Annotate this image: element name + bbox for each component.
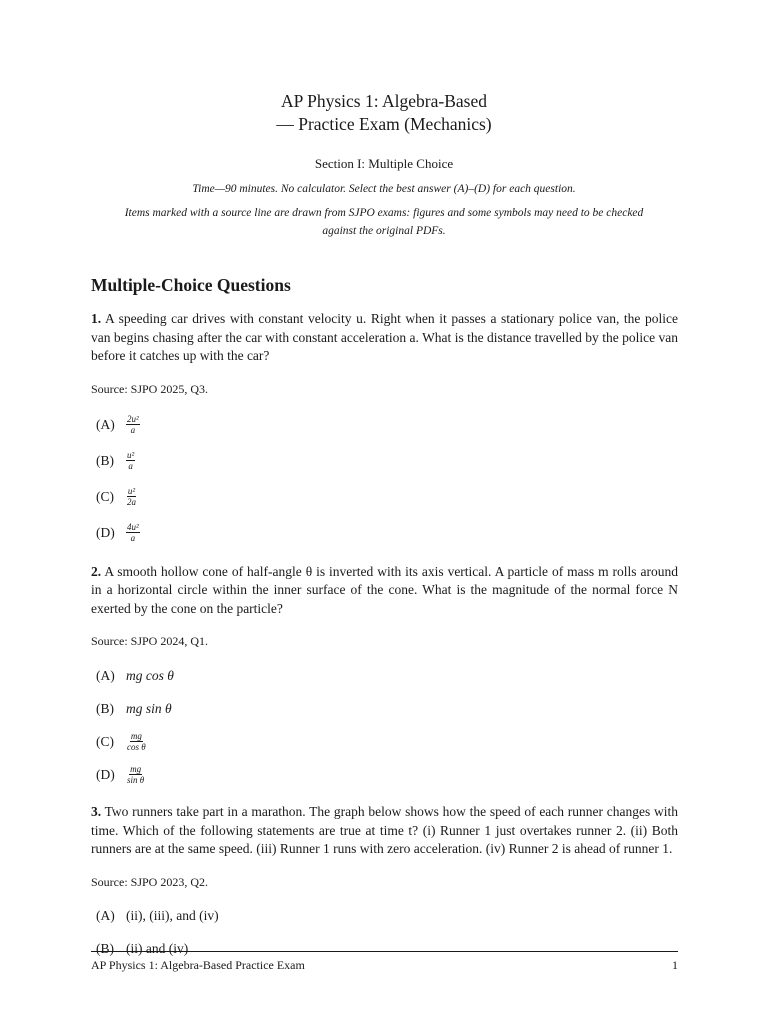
option-label: (B) [96,700,114,716]
option-label: (D) [96,524,115,540]
exam-title-line-1: AP Physics 1: Algebra-Based [281,91,487,111]
fraction-denominator: a [128,461,133,471]
fraction-denominator: a [130,533,136,543]
question-2-stem [91,563,678,619]
option-value: (ii) and (iv) [126,941,189,956]
option-label: (C) [96,488,114,504]
footer-title: AP Physics 1: Algebra-Based Practice Exam [91,958,305,972]
q1-option-a[interactable] [91,407,678,443]
fraction-numerator: 4u² [127,522,139,532]
questions-body [91,310,678,978]
question-3-source: Source: SJPO 2023, Q2. [91,874,209,889]
fraction-numerator: mg [130,764,142,774]
option-fraction [126,731,147,752]
question-1-stem [91,310,678,366]
q2-option-c[interactable] [91,725,678,758]
option-label: (D) [96,766,115,782]
exam-title-line-2: — Practice Exam (Mechanics) [276,114,492,134]
fraction-numerator: 2u² [127,414,139,424]
fraction-denominator: cos θ [127,742,146,752]
question-3-options [91,900,678,966]
option-value: mg cos θ [126,667,174,683]
option-label: (B) [96,941,114,956]
q2-option-d[interactable] [91,758,678,791]
option-fraction [126,450,135,471]
q1-option-b[interactable] [91,443,678,479]
option-value: (ii), (iii), and (iv) [126,908,219,923]
question-2-options [91,659,678,791]
question-2-source: Source: SJPO 2024, Q1. [91,634,209,648]
question-3 [91,803,678,966]
option-label: (C) [96,733,114,749]
question-2-number: 2. [91,563,102,579]
q2-option-a[interactable] [91,659,678,692]
option-fraction [126,414,140,435]
question-2 [91,563,678,792]
question-3-stem [91,803,678,859]
page-number: 1 [672,958,678,972]
option-value: mg sin θ [126,700,172,716]
fraction-denominator: sin θ [127,775,145,785]
question-1-text: A speeding car drives with constant velocity u. Right when it passes a stationary police van, the police van begins chasing after the car with constant acceleration a. What is the distance travelled by the police van before it catches up with the car? [91,311,678,363]
question-1-number: 1. [91,311,102,326]
question-1-source: Source: SJPO 2025, Q3. [91,381,209,396]
option-fraction [126,764,145,785]
option-fraction [126,522,140,543]
fraction-denominator: a [130,425,136,435]
option-fraction [126,486,137,507]
exam-instructions: Time—90 minutes. No calculator. Select the best answer (A)–(D) for each question. [192,183,576,195]
option-label: (A) [96,667,115,683]
exam-header [0,90,768,240]
questions-heading: Multiple-Choice Questions [91,275,291,295]
question-1 [91,310,678,551]
option-label: (A) [96,416,115,432]
question-1-options [91,407,678,551]
q3-option-a[interactable] [91,900,678,933]
question-3-number: 3. [91,804,102,819]
q1-option-c[interactable] [91,479,678,515]
fraction-denominator: 2a [127,497,136,507]
footer-rule [91,951,678,952]
fraction-numerator: u² [127,486,136,496]
option-label: (B) [96,452,114,468]
question-3-text: Two runners take part in a marathon. The graph below shows how the speed of each runner changes with time. Which of the following statements are true at time t? (i) Runner 1 just overtakes runner 2. (ii) Both runners are at the same speed. (iii) Runner 1 runs with zero acceleration. (iv) Runner 2 is ahead of runner 1. [91,804,678,856]
q2-option-b[interactable] [91,692,678,725]
source-note-line-2: against the original PDFs. [322,225,446,237]
fraction-numerator: u² [127,450,135,460]
fraction-numerator: mg [130,731,142,741]
question-2-text: A smooth hollow cone of half-angle θ is inverted with its axis vertical. A particle of mass m rolls around in a horizontal circle within the inner surface of the cone. What is the magnitude of the normal force N exerted by the cone on the particle? [91,563,678,616]
q1-option-d[interactable] [91,515,678,551]
section-title: Section I: Multiple Choice [314,156,454,171]
option-label: (A) [96,908,115,923]
source-note-line-1: Items marked with a source line are drawn from SJPO exams: figures and some symbols may need to be checked [124,207,644,219]
